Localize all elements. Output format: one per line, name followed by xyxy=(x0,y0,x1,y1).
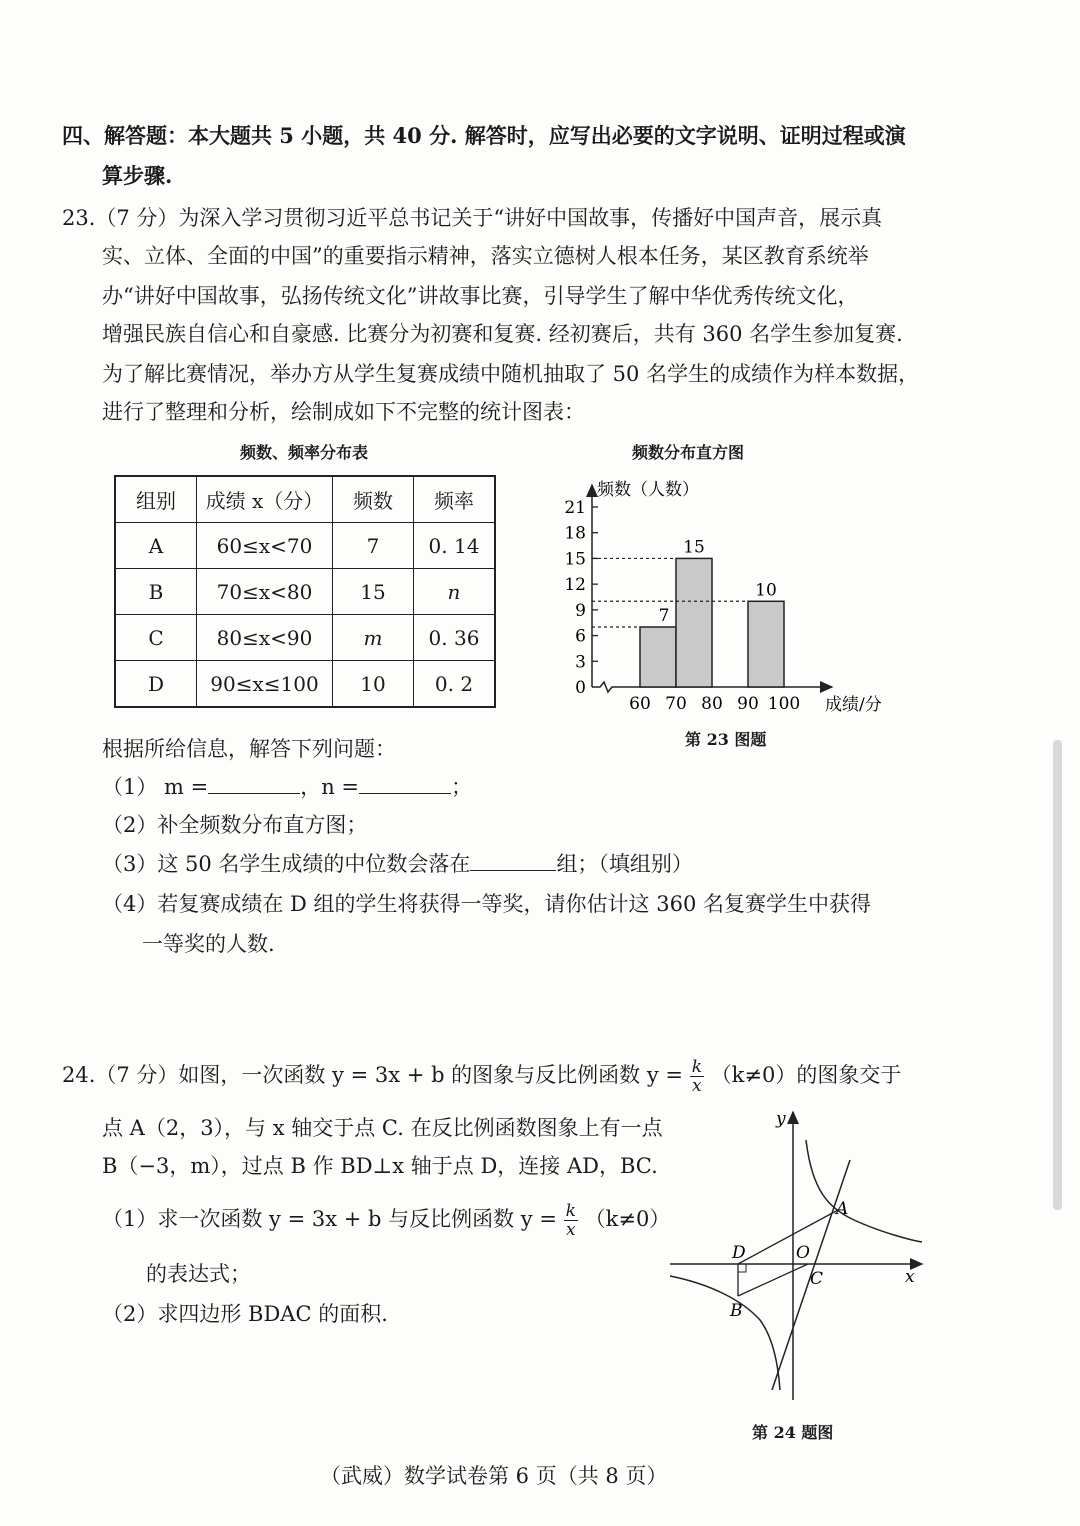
scrollbar[interactable] xyxy=(1053,740,1062,1210)
q24-sub1-a: （1）求一次函数 y = 3x + b 与反比例函数 y = xyxy=(102,1207,557,1231)
q23-line4: 增强民族自信心和自豪感. 比赛分为初赛和复赛. 经初赛后，共有 360 名学生参加复赛. xyxy=(102,322,903,346)
table-cell: 0. 36 xyxy=(414,615,496,661)
hist-y-tick-label: 21 xyxy=(564,498,586,518)
label-x: x xyxy=(905,1267,915,1287)
hist-y-tick-label: 6 xyxy=(575,626,586,647)
fraction-denominator: x xyxy=(565,1220,576,1240)
table-cell: 0. 2 xyxy=(414,661,496,708)
label-o: O xyxy=(796,1243,810,1263)
table-cell: 10 xyxy=(333,661,414,708)
section-title-line2: 算步骤. xyxy=(102,163,173,188)
q23-line1: 23.（7 分）为深入学习贯彻习近平总书记关于“讲好中国故事，传播好中国声音，展示真 xyxy=(62,206,883,230)
q23-sub4-line1: （4）若复赛成绩在 D 组的学生将获得一等奖，请你估计这 360 名复赛学生中获得 xyxy=(102,892,871,916)
q23-line5: 为了解比赛情况，举办方从学生复赛成绩中随机抽取了 50 名学生的成绩作为样本数据， xyxy=(102,362,920,386)
table-cell: B xyxy=(115,569,197,615)
section-title-line1: 四、解答题：本大题共 5 小题，共 40 分. 解答时，应写出必要的文字说明、证明过程或演 xyxy=(62,123,906,148)
fraction-denominator: x xyxy=(692,1076,702,1096)
q23-sub2: （2）补全频数分布直方图； xyxy=(102,813,368,837)
frequency-table xyxy=(114,475,496,708)
answer-blank-n[interactable] xyxy=(359,793,451,794)
table-cell: m xyxy=(333,615,414,661)
hist-bar xyxy=(676,558,712,687)
table-header-cell: 频数 xyxy=(333,476,414,523)
q24-line1 xyxy=(62,1058,901,1095)
hyperbola-branch-2 xyxy=(670,1276,780,1390)
hyperbola-branch-1 xyxy=(806,1140,922,1242)
fraction-k-over-x xyxy=(564,1202,578,1239)
table-cell: n xyxy=(414,569,496,615)
label-b: B xyxy=(730,1301,743,1321)
segment-bc xyxy=(738,1264,808,1296)
table-cell: A xyxy=(115,523,197,569)
q23-sub1 xyxy=(102,771,472,801)
table-cell: 0. 14 xyxy=(414,523,496,569)
table-row xyxy=(115,661,495,708)
hist-x-tick-label: 60 xyxy=(629,694,651,714)
q23-sub4-line2: 一等奖的人数. xyxy=(142,932,275,956)
label-y: y xyxy=(776,1109,786,1129)
q24-line1-a: 24.（7 分）如图，一次函数 y = 3x + b 的图象与反比例函数 y = xyxy=(62,1063,683,1087)
figure-24-caption: 第 24 题图 xyxy=(752,1423,834,1442)
fraction-k-over-x xyxy=(690,1058,704,1095)
page-footer: （武威）数学试卷第 6 页（共 8 页） xyxy=(320,1464,668,1488)
fraction-numerator: k xyxy=(565,1201,576,1221)
table-title: 频数、频率分布表 xyxy=(240,443,369,462)
hist-y-tick-label: 9 xyxy=(575,600,586,621)
q23-sub3 xyxy=(102,848,693,878)
hist-y-tick-label: 15 xyxy=(564,549,586,570)
sub1-text-c: ； xyxy=(451,775,473,799)
hist-bar xyxy=(640,627,676,687)
table-header-row xyxy=(115,476,495,523)
table-cell: 70≤x<80 xyxy=(197,569,333,615)
table-cell: D xyxy=(115,661,197,708)
histogram-chart xyxy=(540,465,910,725)
q24-line3: B（−3，m），过点 B 作 BD⊥x 轴于点 D，连接 AD，BC. xyxy=(102,1154,658,1178)
hist-data-label: 10 xyxy=(755,580,777,601)
q24-sub1-b: （k≠0） xyxy=(584,1207,671,1231)
segment-ad xyxy=(738,1210,838,1264)
label-d: D xyxy=(732,1243,746,1263)
table-row xyxy=(115,569,495,615)
histogram-title: 频数分布直方图 xyxy=(632,443,745,462)
sub3-text-a: （3）这 50 名学生成绩的中位数会落在 xyxy=(102,852,471,876)
answer-blank-m[interactable] xyxy=(208,793,300,794)
table-row xyxy=(115,615,495,661)
hist-y-tick-label: 12 xyxy=(564,575,586,596)
q24-sub2: （2）求四边形 BDAC 的面积. xyxy=(102,1302,388,1326)
histogram-caption: 第 23 图题 xyxy=(685,730,767,749)
label-c: C xyxy=(810,1269,824,1289)
right-angle-mark xyxy=(738,1264,746,1272)
sub1-text-b: ，n = xyxy=(300,775,360,799)
q24-line1-b: （k≠0）的图象交于 xyxy=(710,1063,902,1087)
hist-x-tick-label: 90 xyxy=(737,694,759,714)
hist-x-tick-label: 70 xyxy=(665,694,687,714)
q23-line3: 办“讲好中国故事，弘扬传统文化”讲故事比赛，引导学生了解中华优秀传统文化， xyxy=(102,284,859,308)
fraction-numerator: k xyxy=(691,1057,702,1077)
table-header-cell: 成绩 x（分） xyxy=(197,476,333,523)
hist-y-tick-label: 0 xyxy=(575,678,586,698)
y-axis-label: 频数（人数） xyxy=(597,480,699,500)
function-graph-figure xyxy=(660,1100,930,1410)
table-header-cell: 频率 xyxy=(414,476,496,523)
q23-line6: 进行了整理和分析，绘制成如下不完整的统计图表： xyxy=(102,400,585,424)
hist-y-tick-label: 18 xyxy=(564,523,586,544)
table-cell: C xyxy=(115,615,197,661)
table-cell: 15 xyxy=(333,569,414,615)
hist-y-tick-label: 3 xyxy=(575,652,586,673)
label-a: A xyxy=(836,1199,849,1219)
q24-sub1 xyxy=(102,1202,670,1239)
hist-x-tick-label: 80 xyxy=(701,694,723,714)
table-row xyxy=(115,523,495,569)
table-cell: 90≤x≤100 xyxy=(197,661,333,708)
hist-data-label: 7 xyxy=(658,606,670,626)
sub1-text-a: （1） m = xyxy=(102,775,209,799)
table-header-cell: 组别 xyxy=(115,476,197,523)
hist-bar xyxy=(748,601,784,687)
q24-line2: 点 A（2，3），与 x 轴交于点 C. 在反比例函数图象上有一点 xyxy=(102,1116,663,1140)
answer-blank-group[interactable] xyxy=(470,870,556,871)
q23-prompt: 根据所给信息，解答下列问题： xyxy=(102,737,396,761)
table-cell: 60≤x<70 xyxy=(197,523,333,569)
sub3-text-b: 组；（填组别） xyxy=(556,852,693,876)
table-cell: 7 xyxy=(333,523,414,569)
table-cell: 80≤x<90 xyxy=(197,615,333,661)
x-axis-label: 成绩/分 xyxy=(825,695,882,715)
q23-line2: 实、立体、全面的中国”的重要指示精神，落实立德树人根本任务，某区教育系统举 xyxy=(102,244,869,268)
q24-sub1-line2: 的表达式； xyxy=(146,1262,251,1286)
hist-data-label: 15 xyxy=(683,537,705,558)
hist-x-tick-label: 100 xyxy=(767,694,801,714)
